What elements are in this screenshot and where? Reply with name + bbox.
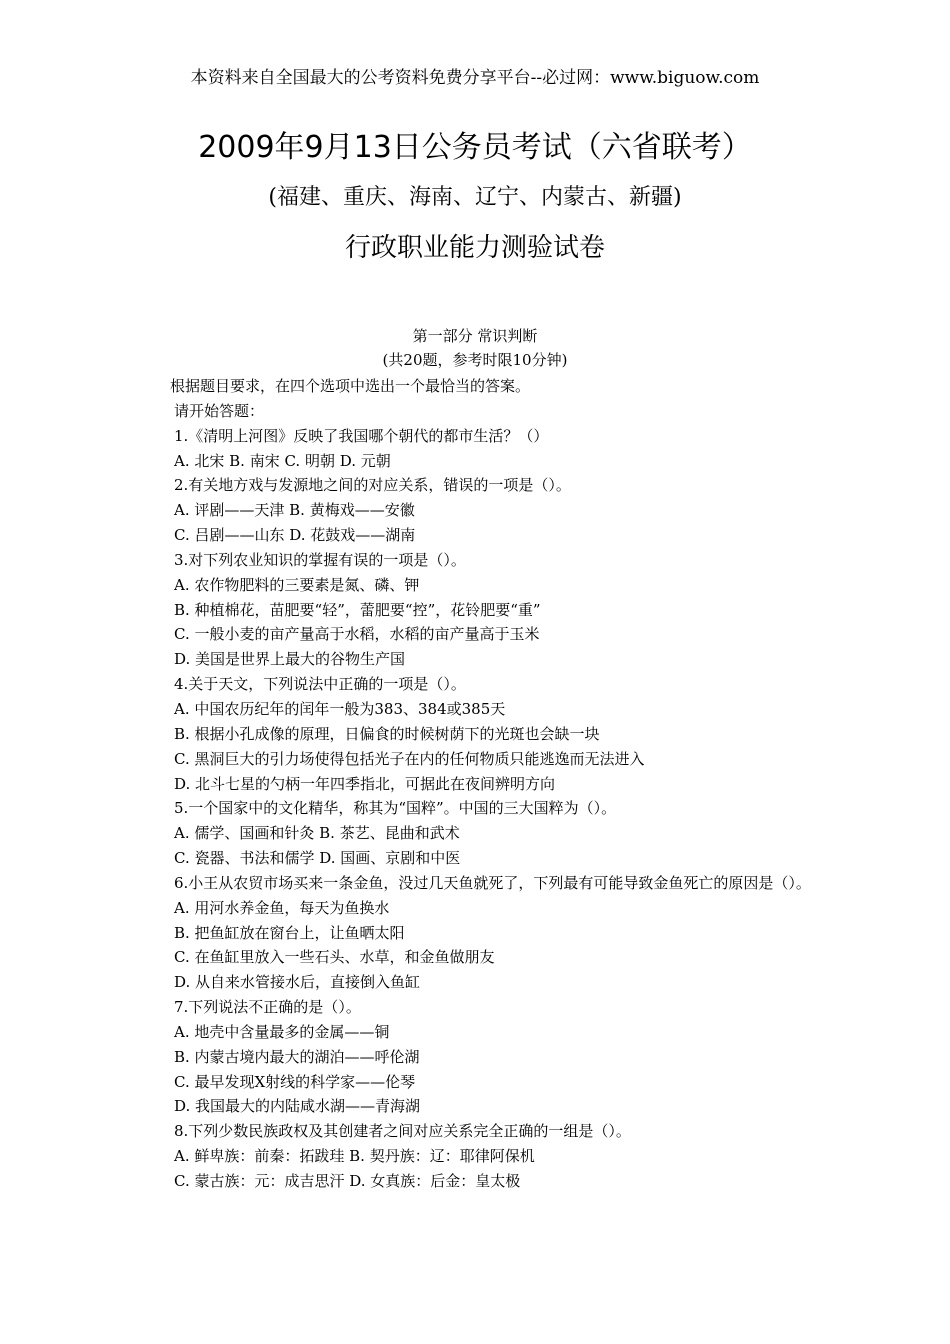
exam-subtitle: (福建、重庆、海南、辽宁、内蒙古、新疆) [268,185,682,210]
text-line: C. 在鱼缸里放入一些石头、水草，和金鱼做朋友 [174,948,495,967]
source-header: 本资料来自全国最大的公考资料免费分享平台--必过网：www.biguow.com [190,68,760,88]
text-line: 6.小王从农贸市场买来一条金鱼，没过几天鱼就死了，下列最有可能导致金鱼死亡的原因是（）。 [174,873,811,892]
text-line: A. 评剧——天津 B. 黄梅戏——安徽 [174,501,415,520]
section-meta: (共20题，参考时限10分钟) [382,351,568,369]
text-line: D. 北斗七星的勺柄一年四季指北，可据此在夜间辨明方向 [174,774,556,793]
text-line: A. 地壳中含量最多的金属——铜 [174,1022,390,1041]
text-line: D. 美国是世界上最大的谷物生产国 [174,650,406,669]
text-line: C. 蒙古族：元：成吉思汗 D. 女真族：后金：皇太极 [174,1172,521,1190]
text-line: 7.下列说法不正确的是（）。 [174,998,361,1017]
text-line: D. 我国最大的内陆咸水湖——青海湖 [174,1097,421,1116]
start-text: 请开始答题： [174,401,265,420]
text-line: B. 种植棉花，苗肥要“轻”，蕾肥要“控”，花铃肥要“重” [174,600,541,619]
text-line: 2.有关地方戏与发源地之间的对应关系，错误的一项是（）。 [174,476,571,495]
exam-title: 2009年9月13日公务员考试（六省联考） [198,130,752,165]
text-line: A. 儒学、国画和针灸 B. 茶艺、昆曲和武术 [174,824,460,843]
text-line: B. 内蒙古境内最大的湖泊——呼伦湖 [174,1047,420,1066]
text-line: C. 吕剧——山东 D. 花鼓戏——湖南 [174,526,416,545]
text-line: A. 鲜卑族：前秦：拓跋珪 B. 契丹族：辽：耶律阿保机 [174,1147,535,1166]
instruction-text: 根据题目要求，在四个选项中选出一个最恰当的答案。 [170,377,531,395]
text-line: 3.对下列农业知识的掌握有误的一项是（）。 [174,550,466,569]
text-line: B. 根据小孔成像的原理，日偏食的时候树荫下的光斑也会缺一块 [174,724,600,743]
text-line: C. 最早发现X射线的科学家——伦琴 [174,1072,416,1091]
text-line: C. 黑洞巨大的引力场使得包括光子在内的任何物质只能逃逸而无法进入 [174,749,645,768]
text-line: 4.关于天文，下列说法中正确的一项是（）。 [174,675,466,694]
text-line: A. 北宋 B. 南宋 C. 明朝 D. 元朝 [174,451,391,470]
text-line: C. 一般小麦的亩产量高于水稻，水稻的亩产量高于玉米 [174,625,540,644]
text-line: C. 瓷器、书法和儒学 D. 国画、京剧和中医 [174,849,461,868]
text-line: 1.《清明上河图》反映了我国哪个朝代的都市生活？（） [174,426,549,445]
text-line: 5.一个国家中的文化精华，称其为“国粹”。中国的三大国粹为（）。 [174,799,617,818]
paper-title: 行政职业能力测验试卷 [344,233,605,263]
text-line: A. 农作物肥料的三要素是氮、磷、钾 [174,575,420,594]
question-body [146,374,816,1194]
text-line: D. 从自来水管接水后，直接倒入鱼缸 [174,973,421,992]
text-line: A. 用河水养金鱼，每天为鱼换水 [174,898,390,917]
text-line: B. 把鱼缸放在窗台上，让鱼晒太阳 [174,923,405,942]
section-title: 第一部分 常识判断 [412,327,538,345]
text-line: 8.下列少数民族政权及其创建者之间对应关系完全正确的一组是（）。 [174,1122,631,1141]
text-line: A. 中国农历纪年的闰年一般为383、384或385天 [174,699,506,718]
